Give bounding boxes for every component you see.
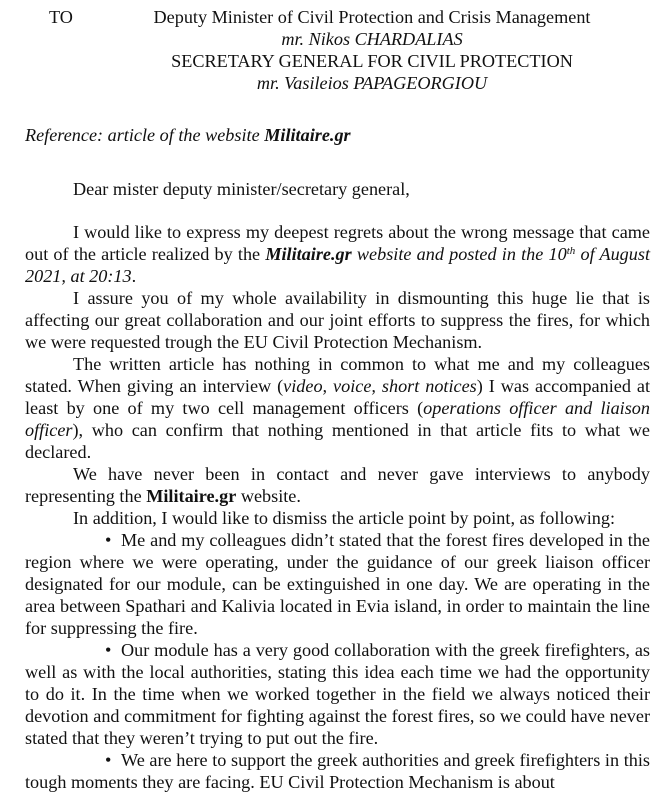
paragraph-text: We have never been in contact and never gave interviews to anybody representing the [25, 464, 650, 506]
letter-page [25, 6, 650, 793]
paragraph-text: ), who can confirm that nothing mentioned in that article fits to what we declared. [25, 420, 650, 462]
paragraph-point-by-point: In addition, I would like to dismiss the article point by point, as following: [73, 508, 616, 528]
paragraph-text: . [131, 266, 137, 286]
bullet-text: Our module has a very good collaboration with the greek firefighters, as well as with the local authorities, stating this idea each time we had the opportunity to do it. In the time when we worked together in the field we always noticed their devotion and commitment for fighting against the forest fires, so we could have never stated that they weren’t trying to put out the fire. [25, 640, 650, 748]
paragraph-text: ) I was accompanied at least by one of my two cell management officers ( [25, 376, 650, 418]
recipients-block [148, 6, 596, 94]
recipient-title-deputy-minister: Deputy Minister of Civil Protection and Crisis Management [153, 7, 591, 27]
paragraph-no-contact [25, 463, 650, 507]
bullet-item [25, 639, 650, 749]
paragraph-text-italic: operations officer and liaison officer [25, 398, 650, 440]
bullet-item [25, 749, 650, 793]
recipient-name-chardalias: mr. Nikos CHARDALIAS [281, 29, 463, 49]
paragraph-article-content [25, 353, 650, 463]
reference-prefix: Reference: article of the website [25, 125, 265, 145]
bullet-item [25, 529, 650, 639]
recipient-title-secretary-general: SECRETARY GENERAL FOR CIVIL PROTECTION [171, 51, 573, 71]
paragraph-text: website. [236, 486, 301, 506]
to-label: TO [49, 7, 73, 27]
salutation: Dear mister deputy minister/secretary general, [73, 179, 410, 199]
ordinal-suffix: th [566, 245, 576, 257]
letter-body [25, 221, 650, 793]
paragraph-availability: I assure you of my whole availability in dismounting this huge lie that is affecting our great collaboration and our joint efforts to suppress the fires, for which we were requested trough the EU Civil Protection Mechanism. [25, 288, 650, 352]
paragraph-text-italic: website and posted in the 10 [351, 244, 567, 264]
site-name: Militaire.gr [265, 244, 352, 264]
bullet-icon: • [105, 530, 112, 550]
paragraph-text: I would like to express my deepest regrets about the wrong message that came out of the article realized by the [25, 222, 650, 264]
address-block [25, 6, 650, 94]
paragraph-text-italic: of August 2021, at 20:13 [25, 244, 650, 286]
paragraph-text: The written article has nothing in common to what me and my colleagues stated. When giving an interview ( [25, 354, 650, 396]
reference-site: Militaire.gr [264, 125, 351, 145]
recipient-name-papageorgiou: mr. Vasileios PAPAGEORGIOU [256, 73, 488, 93]
paragraph-regrets [25, 221, 650, 287]
paragraph-text-italic: video, voice, short notices [283, 376, 477, 396]
bullet-icon: • [105, 640, 112, 660]
bullet-text: We are here to support the greek authorities and greek firefighters in this tough moments they are facing. EU Civil Protection Mechanism is about [25, 750, 650, 792]
bullet-text: Me and my colleagues didn’t stated that the forest fires developed in the region where we were operating, under the guidance of our greek liaison officer designated for our module, can be extinguished in one day. We are operating in the area between Spathari and Kalivia located in Evia island, in order to maintain the line for suppressing the fire. [25, 530, 650, 638]
bullet-icon: • [105, 750, 112, 770]
reference-line [25, 124, 650, 146]
site-name: Militaire.gr [146, 486, 237, 506]
